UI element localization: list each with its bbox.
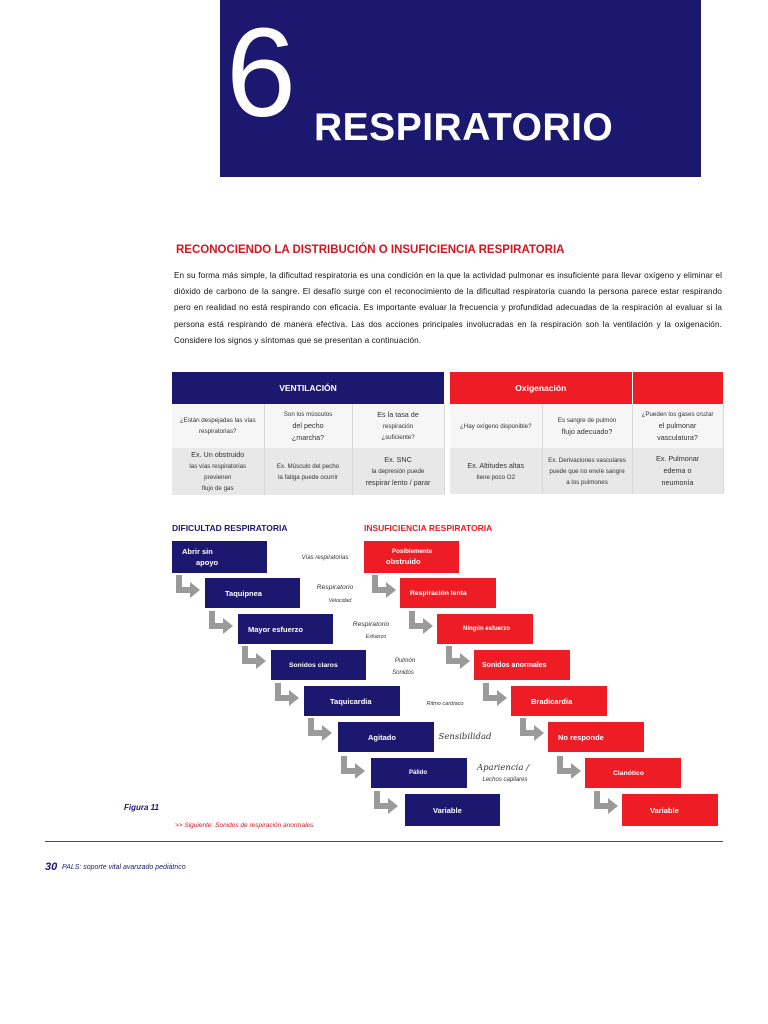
ventilation-cell: Ex. Un obstruido las vías respiratorias previenen flujo de gas	[172, 448, 264, 495]
intro-paragraph: En su forma más simple, la dificultad respiratoria es una condición en la que la actividad pulmonar es insuficiente para llevar oxígeno y eliminar el dióxido de carbono de la sangre. El desafío surge con el reconocimiento de la dificultad respiratoria cuando la persona parece estar respirando pero en realidad no está respirando con eficacia. Es importante evaluar la frecuencia y profundidad adecuadas de la respiración al evaluar si la persona está respirando de manera efectiva. Las dos acciones principales involucradas en la respiración son la ventilación y la oxigenación. Considere los signos y síntomas que se presentan a continuación.	[174, 271, 722, 345]
ventilation-cell: ¿Están despejadas las vías respiratorias?	[172, 404, 264, 448]
flow-label: Lechos capilares	[482, 777, 528, 783]
failure-box: Bradicardia	[511, 686, 607, 716]
distress-box: Variable	[405, 794, 500, 826]
oxygenation-cell: Ex. Altitudes altas tiene poco O2	[450, 448, 542, 494]
flow-label: Pulmón	[394, 658, 416, 664]
failure-box: Cianótico	[585, 758, 681, 788]
section-title: RECONOCIENDO LA DISTRIBUCIÓN O INSUFICIENCIA RESPIRATORIA	[176, 244, 565, 256]
ventilation-header: VENTILACIÓN	[172, 372, 444, 404]
distress-box: Abrir sin apoyo	[172, 541, 267, 573]
footer-text: PALS: soporte vital avanzado pediátrico	[62, 864, 186, 871]
ventilation-cell: Ex. SNC la depresión puede respirar lento / parar	[352, 448, 444, 495]
distress-box: Taquicardia	[304, 686, 400, 716]
footer-rule	[45, 841, 723, 842]
failure-box: No responde	[548, 722, 644, 752]
failure-box: Respiración lenta	[400, 578, 496, 608]
flow-label: Vías respiratorias	[301, 555, 349, 561]
failure-heading: INSUFICIENCIA RESPIRATORIA	[364, 523, 493, 533]
flow-label: Sensibilidad	[438, 732, 492, 742]
ventilation-cell: Es la tasa de respiración ¿suficiente?	[352, 404, 444, 448]
chapter-title: RESPIRATORIO	[314, 106, 614, 149]
distress-box: Agitado	[338, 722, 434, 752]
oxygenation-cell: Ex. Derivaciones vasculares puede que no envíe sangre a los pulmones	[542, 448, 632, 494]
chapter-number: 6	[226, 2, 297, 143]
oxygenation-cell: Ex. Pulmonar edema o neumonía	[632, 448, 723, 494]
flow-label: Respiratorio	[352, 621, 390, 628]
figure-label: Figura 11	[124, 803, 159, 812]
oxygenation-header: Oxigenación	[450, 372, 632, 404]
failure-box: Variable	[622, 794, 718, 826]
flow-label: Sonidos	[392, 670, 414, 676]
ventilation-cell: Son los músculos del pecho ¿marcha?	[264, 404, 352, 448]
oxygenation-cell: ¿Pueden los gases cruzar el pulmonar vasculatura?	[632, 404, 723, 448]
flow-label: Esfuerzo	[365, 634, 387, 640]
flow-label: Velocidad	[328, 598, 352, 604]
flow-label: Ritmo cardíaco	[426, 701, 464, 707]
failure-box: Posiblemente obstruido	[364, 541, 459, 573]
failure-box: Ningún esfuerzo	[437, 614, 533, 644]
flow-label: Respiratorio	[316, 584, 354, 591]
page-number: 30	[45, 861, 58, 873]
distress-box: Taquipnea	[205, 578, 300, 608]
distress-box: Sonidos claros	[271, 650, 366, 680]
failure-box: Sonidos anormales	[474, 650, 570, 680]
distress-box: Pálido	[371, 758, 467, 788]
flow-label: Apariencia /	[476, 763, 530, 773]
ventilation-cell: Ex. Músculo del pecho la fatiga puede ocurrir	[264, 448, 352, 495]
distress-box: Mayor esfuerzo	[238, 614, 333, 644]
oxygenation-cell: Es sangre de pulmón flujo adecuado?	[542, 404, 632, 448]
distress-heading: DIFICULTAD RESPIRATORIA	[172, 523, 288, 533]
next-link[interactable]: >> Siguiente: Sonidos de respiración anormales	[175, 822, 314, 829]
oxygenation-cell: ¿Hay oxígeno disponible?	[450, 404, 542, 448]
